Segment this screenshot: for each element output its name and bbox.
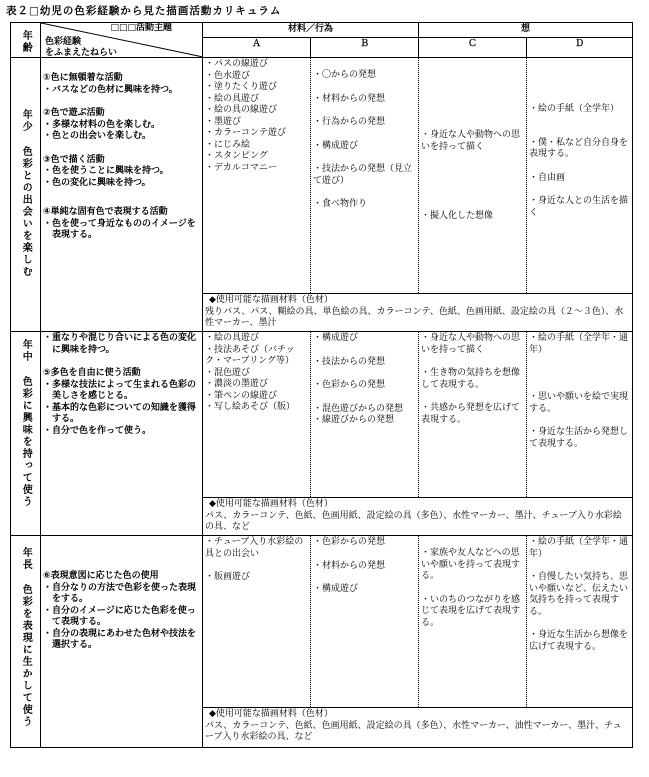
col-header-a: Ａ xyxy=(203,37,311,57)
activity-head: ①色に無頓着な活動 xyxy=(43,73,123,83)
list-item: ・版画遊び xyxy=(205,572,251,582)
list-item: ・〇からの発想 xyxy=(313,70,377,80)
age-header: 年齢 xyxy=(20,30,32,54)
aim-label-line-1: 色彩経験 xyxy=(45,37,82,47)
col-b-cell-nenchu xyxy=(311,332,419,498)
activity-item: ・色を使うことに興味を持つ。 xyxy=(43,166,169,176)
materials-cell-nencho xyxy=(203,708,633,748)
activity-cell-nensho xyxy=(41,58,203,332)
list-item: ・線遊びからの発想 xyxy=(313,415,395,425)
col-b-cell-nensho xyxy=(311,58,419,294)
list-item: ・材料からの発想 xyxy=(313,93,386,104)
list-item: ・混色遊びからの発想 xyxy=(313,403,404,414)
activity-head: ⑥表現意図に応じた色の使用 xyxy=(43,571,159,581)
list-item: ・色彩からの発想 xyxy=(313,537,386,547)
theme-diagonal-header xyxy=(41,23,202,57)
list-item: ・絵の手紙（全学年・通年） xyxy=(529,537,629,559)
list-item: ・共感から発想を広げて表現する。 xyxy=(421,403,521,425)
age-cell-nencho xyxy=(11,536,41,748)
age-cell-nensho xyxy=(11,58,41,332)
col-c-cell-nensho xyxy=(419,58,527,294)
activity-head: ⑤多色を自由に使う活動 xyxy=(43,368,141,378)
list-item: ・技法からの発想（見立て遊び） xyxy=(313,164,413,186)
list-item: ・カラーコンテ遊び xyxy=(205,128,287,138)
list-item: ・擬人化した想像 xyxy=(421,211,494,221)
materials-cell-nenchu xyxy=(203,498,633,536)
col-a-cell-nensho xyxy=(203,58,311,294)
col-c-cell-nenchu xyxy=(419,332,527,498)
age-label-nenchu: 年中 色彩に興味を持って使う xyxy=(20,339,32,508)
activity-item: ・多様な材料の色を楽しむ。 xyxy=(43,119,161,130)
materials-heading: ◆使用可能な描画材料（色材） xyxy=(209,709,333,719)
list-item: ・家族や友人などへの思いや願いを持って表現する。 xyxy=(421,548,521,581)
list-item: ・濃淡の墨遊び xyxy=(205,379,269,389)
list-item: ・技法あそび（バチック・マーブリング等） xyxy=(205,344,295,366)
list-item: ・自由画 xyxy=(529,172,566,183)
curriculum-table xyxy=(10,22,633,748)
list-item: ・絵の具遊び xyxy=(205,93,260,104)
list-item: ・僕・私など自分自身を表現する。 xyxy=(529,137,629,159)
list-item: ・構成遊び xyxy=(313,584,359,594)
activity-item: ・色との出会いを楽しむ。 xyxy=(43,131,152,141)
list-item: ・墨遊び xyxy=(205,116,242,127)
list-item: ・スタンピング xyxy=(205,151,268,161)
list-item: ・身近な人との生活を描く xyxy=(529,196,629,218)
col-header-d: Ｄ xyxy=(527,37,633,57)
activity-item: ・色を使って身近なもののイメージを表現する。 xyxy=(43,218,196,240)
list-item: ・行為からの発想 xyxy=(313,117,386,127)
list-item: ・技法からの発想 xyxy=(313,356,386,367)
col-d-cell-nencho xyxy=(527,536,633,708)
list-item: ・食べ物作り xyxy=(313,199,368,209)
col-d-cell-nensho xyxy=(527,58,633,294)
col-header-b: Ｂ xyxy=(311,37,419,57)
materials-heading: ◆使用可能な描画材料（色材） xyxy=(209,499,333,509)
group-header-materials: 材料／行為 xyxy=(203,23,419,38)
age-label-nencho: 年長 色彩を表現に生かして使う xyxy=(20,547,32,728)
activity-cell-nencho xyxy=(41,536,203,748)
age-cell-nenchu xyxy=(11,332,41,536)
list-item: ・色彩からの発想 xyxy=(313,380,386,390)
list-item: ・絵の手紙（全学年） xyxy=(529,104,620,114)
materials-cell-nensho xyxy=(203,294,633,332)
list-item: ・身近な生活から発想して表現する。 xyxy=(529,427,629,449)
col-a-cell-nencho xyxy=(203,536,311,708)
activity-head: ④単純な固有色で表現する活動 xyxy=(43,207,168,217)
list-item: ・構成遊び xyxy=(313,333,359,343)
activity-item: ・バスなどの色材に興味を持つ。 xyxy=(43,84,178,95)
list-item: ・筆ペンの線遊び xyxy=(205,390,278,401)
list-item: ・構成遊び xyxy=(313,140,359,151)
list-item: ・身近な人や動物への思いを持って描く xyxy=(421,333,521,355)
col-a-cell-nenchu xyxy=(203,332,311,498)
list-item: ・チューブ入り水彩絵の具との出会い xyxy=(205,537,304,559)
list-item: ・写し絵あそび（版） xyxy=(205,402,296,412)
list-item: ・思いや願いを絵で実現する。 xyxy=(529,392,629,414)
theme-header-cell xyxy=(41,23,203,58)
materials-text: パス、カラーコンテ、色紙、色画用紙、設定絵の具（多色）、水性マーカー、墨汁、チューブ入り水彩絵の具、など xyxy=(205,510,622,532)
aim-label-line-2: をふまえたねらい xyxy=(45,48,118,58)
list-item: ・パスの線遊び xyxy=(205,59,269,69)
table-title: 表２□幼児の色彩経験から見た描画活動カリキュラム xyxy=(6,5,282,17)
list-item: ・色水遊び xyxy=(205,70,251,81)
list-item: ・いのちのつながりを感じて表現を広げて表現する。 xyxy=(421,594,521,628)
activity-item: ・自分なりの方法で色彩を使った表現をする。 xyxy=(43,582,197,604)
materials-heading: ◆使用可能な描画材料（色材） xyxy=(209,295,333,305)
activity-head: ②色で遊ぶ活動 xyxy=(43,108,105,118)
activity-item: ・自分の表現にあわせた色材や技法を選択する。 xyxy=(43,628,197,650)
activity-head: ③色で描く活動 xyxy=(43,154,105,165)
group-header-imagination: 想 xyxy=(419,23,633,38)
activity-item: ・自分で色を作って使う。 xyxy=(43,425,152,436)
activity-item: ・重なりや混じり合いによる色の変化に興味を持つ。 xyxy=(43,333,197,355)
materials-text: 残りパス、パス、糊絵の具、単色絵の具、カラーコンテ、色紙、色画用紙、設定絵の具（２～３色）、水性マーカー、墨汁 xyxy=(205,306,624,328)
list-item: ・混色遊び xyxy=(205,367,251,378)
activity-item: ・基本的な色彩についての知識を獲得する。 xyxy=(43,402,196,424)
materials-text: パス、カラーコンテ、色紙、色画用紙、設定絵の具（多色）、水性マーカー、油性マーカー、墨汁、チューブ入り水彩絵の具、など xyxy=(205,720,622,742)
activity-item: ・多様な技法によって生まれる色彩の美しさを感じとる。 xyxy=(43,379,197,401)
list-item: ・材料からの発想 xyxy=(313,560,386,571)
list-item: ・生き物の気持ちを想像して表現する。 xyxy=(421,368,521,390)
list-item: ・自慢したい気持ち、思いや願いなど、伝えたい気持ちを持って表現する。 xyxy=(529,572,629,617)
col-header-c: Ｃ xyxy=(419,37,527,57)
list-item: ・絵の手紙（全学年・通年） xyxy=(529,333,629,355)
theme-label: □□□活動主題 xyxy=(110,23,172,33)
list-item: ・身近な生活から想像を広げて表現する。 xyxy=(529,630,629,652)
activity-item: ・色の変化に興味を持つ。 xyxy=(43,177,151,188)
col-d-cell-nenchu xyxy=(527,332,633,498)
activity-item: ・自分のイメージに応じた色彩を使って表現する。 xyxy=(43,605,196,627)
col-b-cell-nencho xyxy=(311,536,419,708)
activity-cell-nenchu xyxy=(41,332,203,536)
age-label-nensho: 年少 色彩との出会いを楽しむ xyxy=(20,109,32,278)
list-item: ・絵の具の線遊び xyxy=(205,105,278,115)
list-item: ・にじみ絵 xyxy=(205,139,251,150)
col-c-cell-nencho xyxy=(419,536,527,708)
list-item: ・塗りたくり遊び xyxy=(205,82,278,92)
aim-label xyxy=(45,37,117,58)
age-header-cell xyxy=(11,23,41,58)
list-item: ・身近な人や動物への思いを持って描く xyxy=(421,130,521,152)
list-item: ・デカルコマニー xyxy=(205,162,277,173)
list-item: ・絵の具遊び xyxy=(205,333,260,343)
